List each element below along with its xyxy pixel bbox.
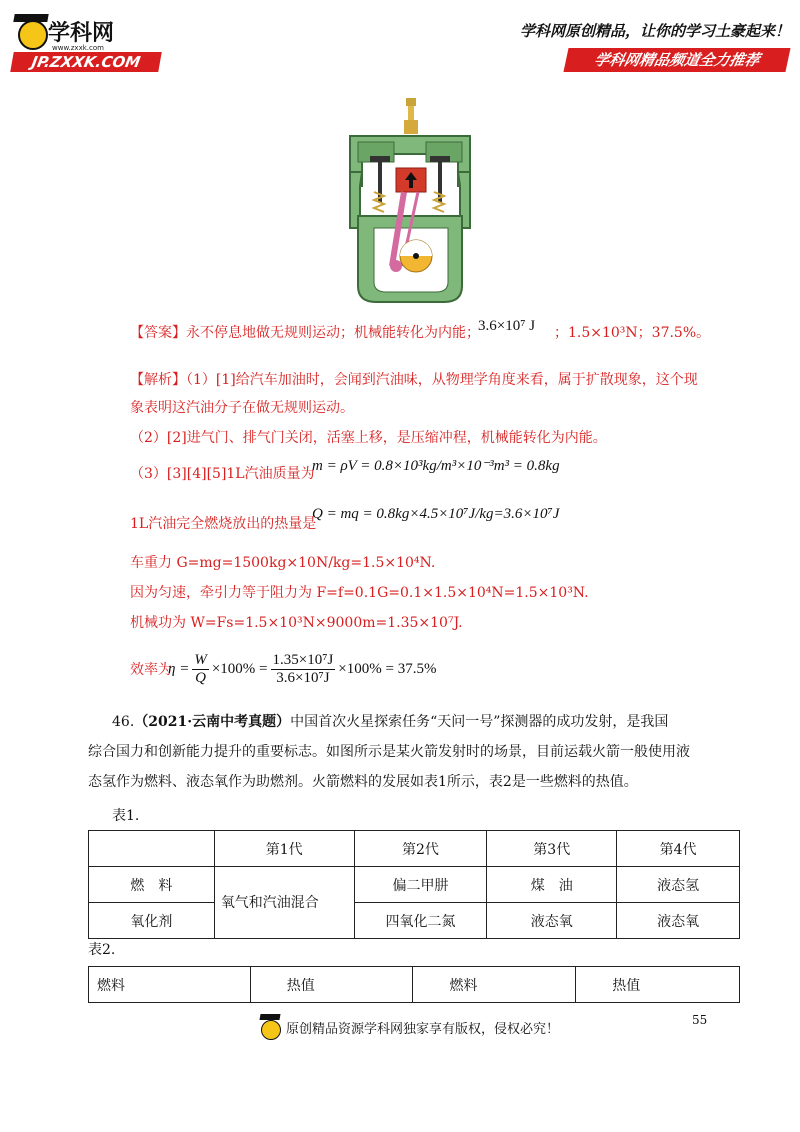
analysis-label: 【解析】 [130, 372, 186, 388]
table1-caption: 表1. [112, 808, 140, 824]
logo-url: JP.ZXXK.COM [10, 52, 162, 72]
analysis-p4-prefix: 1L汽油完全燃烧放出的热量是 [130, 516, 317, 532]
mass-formula: m = ρV = 0.8×10³kg/m³×10⁻³m³ = 0.8kg [312, 458, 560, 474]
analysis-gravity: 车重力 G=mg=1500kg×10N/kg=1.5×10⁴N. [130, 555, 436, 571]
heat-formula: Q = mq = 0.8kg×4.5×10⁷J/kg=3.6×10⁷J [312, 506, 560, 522]
table-cell: 液态氧 [487, 903, 617, 939]
analysis-p3-prefix: （3）[3][4][5]1L汽油质量为 [130, 466, 315, 482]
answer-label: 【答案】 [130, 325, 186, 341]
analysis-efficiency-prefix: 效率为 [130, 662, 172, 678]
question-text-1: 中国首次火星探索任务“天问一号”探测器的成功发射，是我国 [290, 714, 669, 730]
question-46-line3: 态氢作为燃料、液态氧作为助燃剂。火箭燃料的发展如表1所示，表2是一些燃料的热值。 [88, 774, 638, 790]
table-cell: 偏二甲肼 [354, 867, 487, 903]
table-header-cell: 燃料 [413, 967, 576, 1003]
table-header-row [89, 831, 740, 867]
table-cell: 氧化剂 [89, 903, 215, 939]
table-cell: 煤 油 [487, 867, 617, 903]
analysis-paragraph-2: （2）[2]进气门、排气门关闭，活塞上移，是压缩冲程，机械能转化为内能。 [130, 430, 607, 446]
table-cell: 燃 料 [89, 867, 215, 903]
answer-text-2: ；1.5×10³N；37.5%。 [554, 325, 711, 341]
mascot-footer-icon [258, 1014, 282, 1042]
fraction-denominator: Q [195, 669, 206, 686]
question-source: （2021·云南中考真题） [134, 714, 291, 730]
table-header-cell: 第1代 [214, 831, 354, 867]
answer-line [130, 323, 480, 343]
question-46-line1 [112, 712, 668, 732]
analysis-p1-line2: 象表明这汽油分子在做无规则运动。 [130, 400, 354, 416]
table2-caption: 表2. [88, 942, 116, 958]
header-slogan: 学科网原创精品，让你的学习土豪起来！ [520, 22, 791, 40]
table-header-cell: 热值 [576, 967, 740, 1003]
fraction-numerator: W [194, 651, 207, 668]
efficiency-result: ×100% = 37.5% [338, 660, 437, 677]
footer-copyright: 原创精品资源学科网独家享有版权，侵权必究！ [286, 1022, 560, 1037]
fraction-denominator: 3.6×10⁷J [276, 669, 330, 686]
table-header-row [89, 967, 740, 1003]
table-header-cell: 燃料 [89, 967, 251, 1003]
analysis-paragraph-1 [130, 370, 698, 390]
logo-name: 学科网 [48, 21, 115, 46]
header-channel-banner: 学科网精品频道全力推荐 [563, 48, 790, 72]
table-cell: 液态氢 [617, 867, 740, 903]
table-cell [89, 831, 215, 867]
page-number: 55 [692, 1013, 708, 1027]
fuel-generation-table [88, 830, 740, 939]
efficiency-formula [168, 640, 436, 698]
table-header-cell: 热值 [250, 967, 413, 1003]
analysis-traction: 因为匀速，牵引力等于阻力为 F=f=0.1G=0.1×1.5×10⁴N=1.5×10³N. [130, 585, 589, 601]
question-number: 46. [112, 714, 135, 730]
analysis-p1-line1: （1）[1]给汽车加油时，会闻到汽油味，从物理学角度来看，属于扩散现象，这个现 [186, 372, 698, 388]
table-cell: 四氧化二氮 [354, 903, 487, 939]
answer-formula: 3.6×10⁷ J [478, 318, 536, 334]
mascot-icon [18, 20, 48, 50]
engine-cylinder-illustration [340, 96, 480, 306]
analysis-work: 机械功为 W=Fs=1.5×10³N×9000m=1.35×10⁷J. [130, 615, 463, 631]
fraction-numerator: 1.35×10⁷J [272, 651, 334, 668]
table-cell: 氧气和汽油混合 [214, 867, 354, 939]
table-header-cell: 第2代 [354, 831, 487, 867]
answer-text: 永不停息地做无规则运动；机械能转化为内能； [186, 325, 480, 341]
table-row [89, 867, 740, 903]
fuel-heat-value-table [88, 966, 740, 1003]
logo-subtext: www.zxxk.com [52, 44, 104, 52]
table-header-cell: 第4代 [617, 831, 740, 867]
question-46-line2: 综合国力和创新能力提升的重要标志。如图所示是某火箭发射时的场景，目前运载火箭一般使用液 [88, 744, 690, 760]
efficiency-mid: ×100% = [211, 660, 268, 677]
site-logo[interactable] [12, 16, 162, 76]
table-header-cell: 第3代 [487, 831, 617, 867]
table-row [89, 903, 740, 939]
fraction-energy [271, 652, 336, 687]
fraction-w-over-q [192, 652, 209, 687]
table-cell: 液态氧 [617, 903, 740, 939]
eta-symbol: η = [168, 660, 190, 677]
